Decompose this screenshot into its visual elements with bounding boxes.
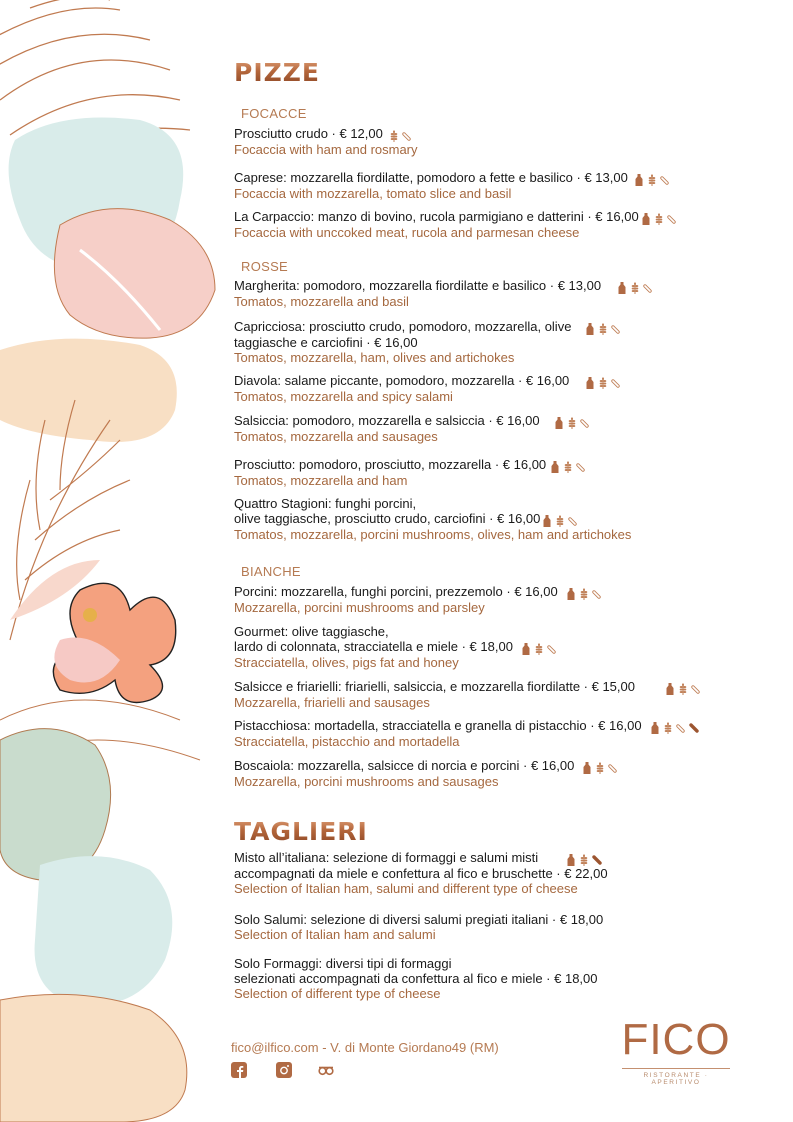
item-description: Mozzarella, friarielli and sausages [234,695,430,710]
item-description: Mozzarella, porcini mushrooms and sausages [234,774,499,789]
item-name-line: Salsicce e friarielli: friarielli, salsiccia, e mozzarella fiordilatte · € 15,00 [234,679,635,694]
item-name-line: Capricciosa: prosciutto crudo, pomodoro, mozzarella, olive [234,319,572,334]
wheat-icon [678,683,688,695]
item-description: Focaccia with ham and rosmary [234,142,418,157]
allergen-icons [634,171,673,186]
allergen-icons [566,585,605,600]
item-name-line: Quattro Stagioni: funghi porcini, [234,496,417,511]
contact-info: fico@ilfico.com - V. di Monte Giordano49 (RM) [231,1040,499,1055]
bottle-icon [641,213,651,225]
menu-item [234,758,621,789]
allergen-icons [582,759,621,774]
link-icon [580,417,590,429]
link-icon [608,762,618,774]
link-icon [592,588,602,600]
item-name-line: lardo di colonnata, stracciatella e miele · € 18,00 [234,639,513,654]
bottle-icon [665,683,675,695]
link-icon [667,213,677,225]
link-icon [660,174,670,186]
menu-item [234,278,656,309]
allergen-icons [617,279,656,294]
link-icon [611,377,621,389]
item-description: Selection of different type of cheese [234,986,441,1001]
item-description: Focaccia with mozzarella, tomato slice and basil [234,186,512,201]
bottle-icon [585,377,595,389]
allergen-icons [641,210,680,225]
bottle-icon [550,461,560,473]
wheat-icon [598,323,608,335]
wheat-icon [654,213,664,225]
allergen-icons [650,719,702,734]
instagram-icon[interactable] [276,1062,292,1078]
item-name-line: Diavola: salame piccante, pomodoro, mozzarella · € 16,00 [234,373,570,388]
wheat-icon [663,722,673,734]
item-name-line: Prosciutto: pomodoro, prosciutto, mozzarella · € 16,00 [234,457,547,472]
link-icon [676,722,686,734]
logo-divider [622,1068,730,1069]
wheat-icon [595,762,605,774]
allergen-icons [554,414,593,429]
item-description: Tomatos, mozzarella, porcini mushrooms, olives, ham and artichokes [234,527,632,542]
bottle-icon [566,588,576,600]
link-icon [643,282,653,294]
wheat-icon [389,130,399,142]
blue-blob-lower [35,856,173,1005]
item-description: Mozzarella, porcini mushrooms and parsley [234,600,485,615]
menu-item [234,170,673,201]
menu-item [234,457,589,488]
menu-item [234,912,603,942]
wheat-icon [579,854,589,866]
allergen-icons [550,458,589,473]
menu-item [234,956,598,1001]
tripadvisor-icon[interactable] [318,1062,334,1078]
wheat-icon [567,417,577,429]
link-icon [402,130,412,142]
sausage-icon [689,722,699,734]
item-name-line: taggiasche e carciofini · € 16,00 [234,335,418,350]
bottle-icon [634,174,644,186]
item-description: Stracciatella, pistacchio and mortadella [234,734,460,749]
item-name-line: Solo Formaggi: diversi tipi di formaggi [234,956,452,971]
subsection-focacce: FOCACCE [241,106,307,121]
item-description: Tomatos, mozzarella and sausages [234,429,438,444]
beige-blob-lower [0,994,187,1122]
bottle-icon [585,323,595,335]
link-icon [691,683,701,695]
allergen-icons [389,127,415,142]
item-description: Focaccia with unccoked meat, rucola and parmesan cheese [234,225,580,240]
menu-item [234,373,624,404]
item-name-line: Gourmet: olive taggiasche, [234,624,389,639]
pink-monstera-leaf [54,209,215,339]
wheat-icon [534,643,544,655]
menu-item [234,624,560,670]
allergen-icons [566,851,605,866]
item-name-line: selezionati accompagnati da confettura al fico e miele · € 18,00 [234,971,598,986]
link-icon [568,515,578,527]
beige-blob [0,339,177,442]
decorative-botanical-illustration [0,0,230,1122]
wheat-icon [579,588,589,600]
bottle-icon [582,762,592,774]
sausage-icon [592,854,602,866]
allergen-icons [665,680,704,695]
bottle-icon [542,515,552,527]
bottle-icon [617,282,627,294]
item-name-line: Misto all’italiana: selezione di formaggi e salumi misti [234,850,539,865]
item-name-line: La Carpaccio: manzo di bovino, rucola parmigiano e datterini · € 16,00 [234,209,639,224]
wheat-icon [598,377,608,389]
wheat-icon [555,515,565,527]
item-name-line: Porcini: mozzarella, funghi porcini, prezzemolo · € 16,00 [234,584,558,599]
logo-wordmark: FICO [621,1015,731,1064]
item-name-line: Pistacchiosa: mortadella, stracciatella e granella di pistacchio · € 16,00 [234,718,642,733]
item-description: Tomatos, mozzarella, ham, olives and artichokes [234,350,515,365]
menu-item [234,209,680,240]
item-description: Tomatos, mozzarella and basil [234,294,409,309]
item-description: Selection of Italian ham and salumi [234,927,436,942]
link-icon [611,323,621,335]
menu-item [234,413,593,444]
link-icon [576,461,586,473]
menu-item [234,126,418,157]
item-name-line: Prosciutto crudo · € 12,00 [234,126,383,141]
section-title-taglieri: TAGLIERI [234,817,368,846]
item-description: Stracciatella, olives, pigs fat and honey [234,655,459,670]
bottle-icon [521,643,531,655]
item-description: Selection of Italian ham, salumi and different type of cheese [234,881,578,896]
flower [53,583,175,702]
bottle-icon [566,854,576,866]
menu-item [234,319,624,365]
bottle-icon [554,417,564,429]
allergen-icons [521,640,560,655]
menu-item [234,584,605,615]
allergen-icons [542,512,581,527]
section-title-pizze: PIZZE [234,58,320,87]
item-name-line: Caprese: mozzarella fiordilatte, pomodoro a fette e basilico · € 13,00 [234,170,628,185]
wheat-icon [630,282,640,294]
item-name-line: Solo Salumi: selezione di diversi salumi pregiati italiani · € 18,00 [234,912,604,927]
allergen-icons [585,320,624,335]
allergen-icons [585,374,624,389]
subsection-rosse: ROSSE [241,259,289,274]
item-name-line: Margherita: pomodoro, mozzarella fiordilatte e basilico · € 13,00 [234,278,602,293]
menu-item [234,718,702,749]
item-name-line: Boscaiola: mozzarella, salsicce di norcia e porcini · € 16,00 [234,758,575,773]
menu-item [234,679,704,710]
item-name-line: accompagnati da miele e confettura al fico e bruschette · € 22,00 [234,866,608,881]
wheat-icon [647,174,657,186]
item-description: Tomatos, mozzarella and spicy salami [234,389,453,404]
subsection-bianche: BIANCHE [241,564,301,579]
facebook-icon[interactable] [231,1062,247,1078]
fico-logo [620,1015,732,1086]
menu-item [234,850,608,896]
item-name-line: olive taggiasche, prosciutto crudo, carciofini · € 16,00 [234,511,541,526]
menu-item [234,496,631,542]
item-description: Tomatos, mozzarella and ham [234,473,408,488]
link-icon [547,643,557,655]
logo-tagline: RISTORANTE · APERITIVO [643,1072,709,1086]
wheat-icon [563,461,573,473]
item-name-line: Salsiccia: pomodoro, mozzarella e salsiccia · € 16,00 [234,413,540,428]
bottle-icon [650,722,660,734]
